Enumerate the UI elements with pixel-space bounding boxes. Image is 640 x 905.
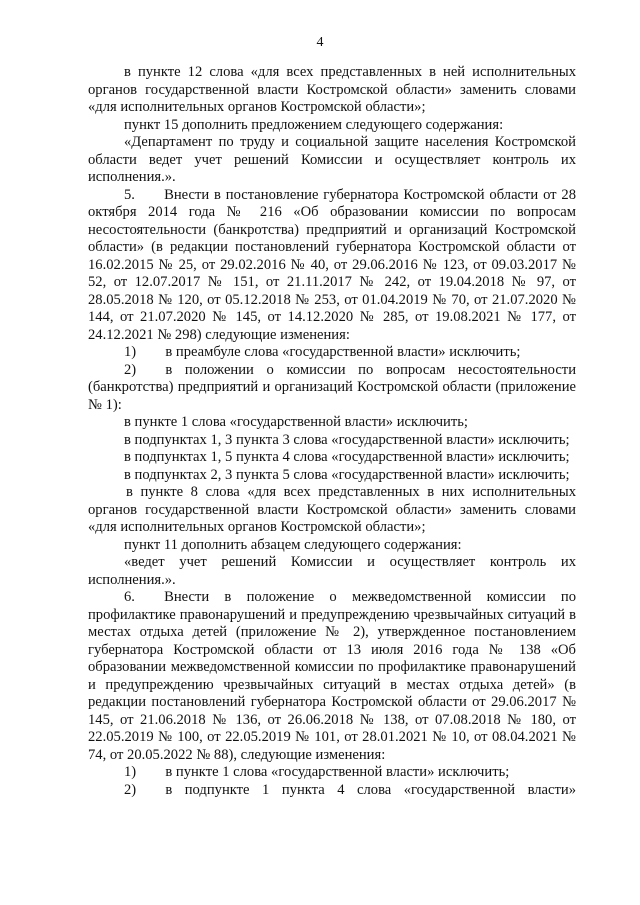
- paragraph: пункт 11 дополнить абзацем следующего содержания:: [124, 536, 462, 553]
- paragraph: 2) в положении о комиссии по вопросам несостоятельности (банкротства) предприятий и организаций Костромской области (приложение № 1):: [88, 361, 576, 413]
- paragraph: в пункте 12 слова «для всех представленных в ней исполнительных органов государственной власти Костромской области» заменить словами «для исполнительных органов Костромской области»;: [88, 64, 576, 115]
- paragraph: 5. Внести в постановление губернатора Костромской области от 28 октября 2014 года № 216 «Об образовании комиссии по вопросам несостоятельности (банкротства) предприятий и организаций Костромской области» (в редакции постановлений губернатора Костромской области от 16.02.2015 № 25, от 29.02.2016 № 40, от 29.06.2016 № 123, от 09.03.2017 № 52, от 12.07.2017 № 151, от 21.11.2017 № 242, от 19.04.2018 № 97, от 28.05.2018 № 120, от 05.12.2018 № 253, от 01.04.2019 № 70, от 21.07.2020 № 144, от 21.07.2020 № 145, от 14.12.2020 № 285, от 19.08.2021 № 177, от 24.12.2021 № 298) следующие изменения:: [88, 186, 576, 343]
- paragraph: «Департамент по труду и социальной защите населения Костромской области ведет учет решений Комиссии и осуществляет контроль их исполнения.».: [88, 134, 576, 185]
- paragraph: пункт 15 дополнить предложением следующего содержания:: [124, 116, 504, 133]
- paragraph: в пункте 8 слова «для всех представленных в них исполнительных органов государственной власти Костромской области» заменить словами «для исполнительных органов Костромской области»;: [88, 484, 576, 535]
- paragraph: 6. Внести в положение о межведомственной комиссии по профилактике правонарушений и предупреждению чрезвычайных ситуаций в местах отдыха детей (приложение № 2), утвержденное постановлением губернатора Костромской области от 13 июля 2016 года № 138 «Об образовании межведомственной комиссии по профилактике правонарушений и предупреждению чрезвычайных ситуаций в местах отдыха детей» (в редакции постановлений губернатора Костромской области от 29.06.2017 № 145, от 21.06.2018 № 136, от 26.06.2018 № 138, от 07.08.2018 № 180, от 22.05.2019 № 100, от 22.05.2019 № 101, от 28.01.2021 № 10, от 08.04.2021 № 74, от 20.05.2022 № 88), следующие изменения:: [88, 589, 576, 763]
- paragraph: 2) в подпункте 1 пункта 4 слова «государственной власти»: [124, 781, 576, 798]
- paragraph: 1) в пункте 1 слова «государственной власти» исключить;: [124, 764, 510, 780]
- document-body: [88, 64, 576, 799]
- page-number: 4: [316, 35, 324, 50]
- paragraph: «ведет учет решений Комиссии и осуществляет контроль их исполнения.».: [88, 554, 576, 588]
- paragraph: в подпунктах 2, 3 пункта 5 слова «государственной власти» исключить;: [124, 466, 570, 483]
- paragraph: в подпунктах 1, 5 пункта 4 слова «государственной власти» исключить;: [124, 449, 570, 465]
- paragraph: 1) в преамбуле слова «государственной власти» исключить;: [124, 344, 521, 360]
- paragraph: в подпунктах 1, 3 пункта 3 слова «государственной власти» исключить;: [124, 431, 570, 448]
- paragraph: в пункте 1 слова «государственной власти» исключить;: [124, 414, 468, 430]
